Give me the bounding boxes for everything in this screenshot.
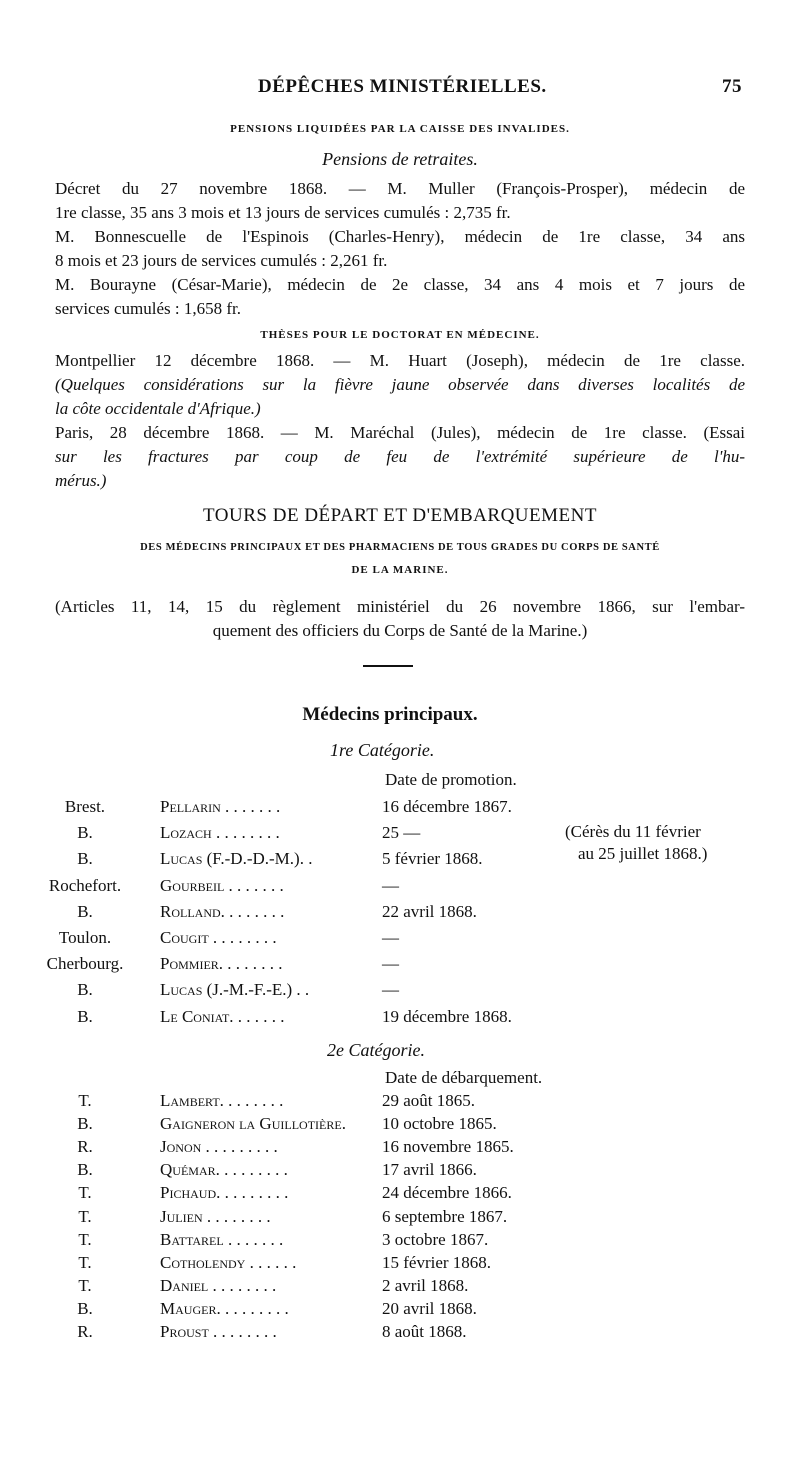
list-item xyxy=(0,1160,800,1182)
officer-name: Quémar. . . . . . . . . xyxy=(160,1160,288,1180)
officer-name: Daniel . . . . . . . . xyxy=(160,1275,277,1295)
list-item xyxy=(0,1091,800,1113)
date-value: 22 avril 1868. xyxy=(382,901,477,921)
list-item xyxy=(0,876,800,898)
port-label: B. xyxy=(77,980,93,1000)
date-value: 17 avril 1866. xyxy=(382,1160,477,1180)
date-value: 25 — xyxy=(382,823,421,843)
date-value: 6 septembre 1867. xyxy=(382,1206,508,1226)
officer-name: Pichaud. . . . . . . . . xyxy=(160,1183,289,1203)
running-title: DÉPÊCHES MINISTÉRIELLES. xyxy=(258,76,547,97)
pensions-heading: PENSIONS LIQUIDÉES PAR LA CAISSE DES INVALIDES. xyxy=(230,123,570,135)
theses-line: Paris, 28 décembre 1868. — M. Maréchal (Jules), médecin de 1re classe. (Essai xyxy=(55,423,745,442)
date-value: — xyxy=(382,875,399,895)
date-value: — xyxy=(382,980,399,1000)
officer-name: Proust . . . . . . . . xyxy=(160,1322,277,1341)
date-value: 5 février 1868. xyxy=(382,849,483,869)
officer-name: Mauger. . . . . . . . . xyxy=(160,1298,289,1318)
port-label: R. xyxy=(77,1322,93,1341)
port-label: B. xyxy=(77,1114,93,1134)
list-item xyxy=(0,1114,800,1136)
theses-heading: THÈSES POUR LE DOCTORAT EN MÉDECINE. xyxy=(260,329,540,341)
port-label: B. xyxy=(77,901,93,921)
date-value: 3 octobre 1867. xyxy=(382,1229,489,1249)
theses-line: Montpellier 12 décembre 1868. — M. Huart (Joseph), médecin de 1re classe. xyxy=(55,351,745,370)
officer-name: Lucas (J.-M.-F.-E.) . . xyxy=(160,980,310,1000)
tours-articles: quement des officiers du Corps de Santé de la Marine.) xyxy=(212,621,588,640)
list-item xyxy=(0,954,800,976)
pensions-line: M. Bourayne (César-Marie), médecin de 2e classe, 34 ans 4 mois et 7 jours de xyxy=(55,275,745,294)
port-label: T. xyxy=(78,1275,92,1295)
column-head: Date de débarquement. xyxy=(385,1068,543,1087)
port-label: T. xyxy=(78,1252,92,1272)
pensions-line: Décret du 27 novembre 1868. — M. Muller (François-Prosper), médecin de xyxy=(55,179,745,198)
page-number: 75 xyxy=(722,76,742,97)
list-item xyxy=(0,1322,800,1344)
officer-name: Pommier. . . . . . . . xyxy=(160,954,283,974)
port-label: B. xyxy=(77,849,93,869)
list-item xyxy=(0,902,800,924)
column-head: Date de promotion. xyxy=(385,770,517,789)
date-value: 24 décembre 1866. xyxy=(382,1183,512,1203)
tours-articles: (Articles 11, 14, 15 du règlement ministériel du 26 novembre 1866, sur l'embar- xyxy=(55,597,745,616)
date-value: 16 décembre 1867. xyxy=(382,797,512,816)
list-item xyxy=(0,928,800,950)
section-divider xyxy=(363,665,413,667)
tours-subtitle: DES MÉDECINS PRINCIPAUX ET DES PHARMACIENS DE TOUS GRADES DU CORPS DE SANTÉ xyxy=(140,542,660,553)
category-label: 1re Catégorie. xyxy=(330,740,435,760)
date-value: 19 décembre 1868. xyxy=(382,1006,512,1026)
date-value: 15 février 1868. xyxy=(382,1252,492,1272)
port-label: Cherbourg. xyxy=(46,954,124,974)
medecins-heading: Médecins principaux. xyxy=(302,704,478,725)
list-item xyxy=(0,1183,800,1205)
date-value: 29 août 1865. xyxy=(382,1091,476,1110)
date-value: — xyxy=(382,954,399,974)
date-value: 20 avril 1868. xyxy=(382,1298,477,1318)
officer-name: Lozach . . . . . . . . xyxy=(160,823,280,843)
officer-name: Pellarin . . . . . . . xyxy=(160,797,281,816)
pensions-line: services cumulés : 1,658 fr. xyxy=(55,299,242,318)
list-item xyxy=(0,1007,800,1029)
list-item xyxy=(0,980,800,1002)
date-value: 8 août 1868. xyxy=(382,1322,467,1341)
note: (Cérès du 11 février xyxy=(565,822,701,841)
officer-name: Gaigneron la Guillotière. xyxy=(160,1114,346,1134)
port-label: B. xyxy=(77,1006,93,1026)
list-item xyxy=(0,797,800,819)
list-item xyxy=(0,1276,800,1298)
note: au 25 juillet 1868.) xyxy=(578,844,708,863)
list-item xyxy=(0,1253,800,1275)
officer-name: Battarel . . . . . . . xyxy=(160,1229,284,1249)
officer-name: Lambert. . . . . . . . xyxy=(160,1091,284,1110)
theses-line: la côte occidentale d'Afrique.) xyxy=(55,399,261,418)
port-label: B. xyxy=(77,823,93,843)
date-value: 16 novembre 1865. xyxy=(382,1137,514,1157)
officer-name: Cougit . . . . . . . . xyxy=(160,928,277,947)
port-label: B. xyxy=(77,1160,93,1180)
theses-line: (Quelques considérations sur la fièvre jaune observée dans diverses localités de xyxy=(55,375,745,394)
date-value: 2 avril 1868. xyxy=(382,1275,469,1295)
officer-name: Gourbeil . . . . . . . xyxy=(160,875,284,895)
theses-line: sur les fractures par coup de feu de l'extrémité supérieure de l'hu- xyxy=(55,447,745,466)
list-item xyxy=(0,1299,800,1321)
list-item xyxy=(0,1230,800,1252)
port-label: T. xyxy=(78,1206,92,1226)
port-label: Brest. xyxy=(64,797,106,816)
theses-line: mérus.) xyxy=(55,471,107,490)
date-value: 10 octobre 1865. xyxy=(382,1114,497,1134)
tours-subtitle: DE LA MARINE. xyxy=(351,564,449,576)
officer-name: Jonon . . . . . . . . . xyxy=(160,1137,278,1157)
list-item xyxy=(0,1207,800,1229)
pensions-line: M. Bonnescuelle de l'Espinois (Charles-Henry), médecin de 1re classe, 34 ans xyxy=(55,227,745,246)
port-label: Rochefort. xyxy=(48,875,122,895)
pensions-line: 1re classe, 35 ans 3 mois et 13 jours de services cumulés : 2,735 fr. xyxy=(55,203,511,222)
officer-name: Cotholendy . . . . . . xyxy=(160,1252,297,1272)
pensions-subheading: Pensions de retraites. xyxy=(322,149,478,169)
list-item xyxy=(0,1137,800,1159)
port-label: T. xyxy=(78,1183,92,1203)
port-label: T. xyxy=(78,1091,92,1110)
port-label: T. xyxy=(78,1229,92,1249)
port-label: B. xyxy=(77,1298,93,1318)
officer-name: Le Coniat. . . . . . . xyxy=(160,1006,285,1026)
date-value: — xyxy=(382,928,399,947)
pensions-line: 8 mois et 23 jours de services cumulés : 2,261 fr. xyxy=(55,251,388,270)
officer-name: Lucas (F.-D.-D.-M.). . xyxy=(160,849,313,869)
officer-name: Julien . . . . . . . . xyxy=(160,1206,271,1226)
port-label: Toulon. xyxy=(58,928,112,947)
port-label: R. xyxy=(77,1137,93,1157)
tours-title: TOURS DE DÉPART ET D'EMBARQUEMENT xyxy=(203,505,597,526)
officer-name: Rolland. . . . . . . . xyxy=(160,901,285,921)
category-label: 2e Catégorie. xyxy=(327,1040,425,1060)
